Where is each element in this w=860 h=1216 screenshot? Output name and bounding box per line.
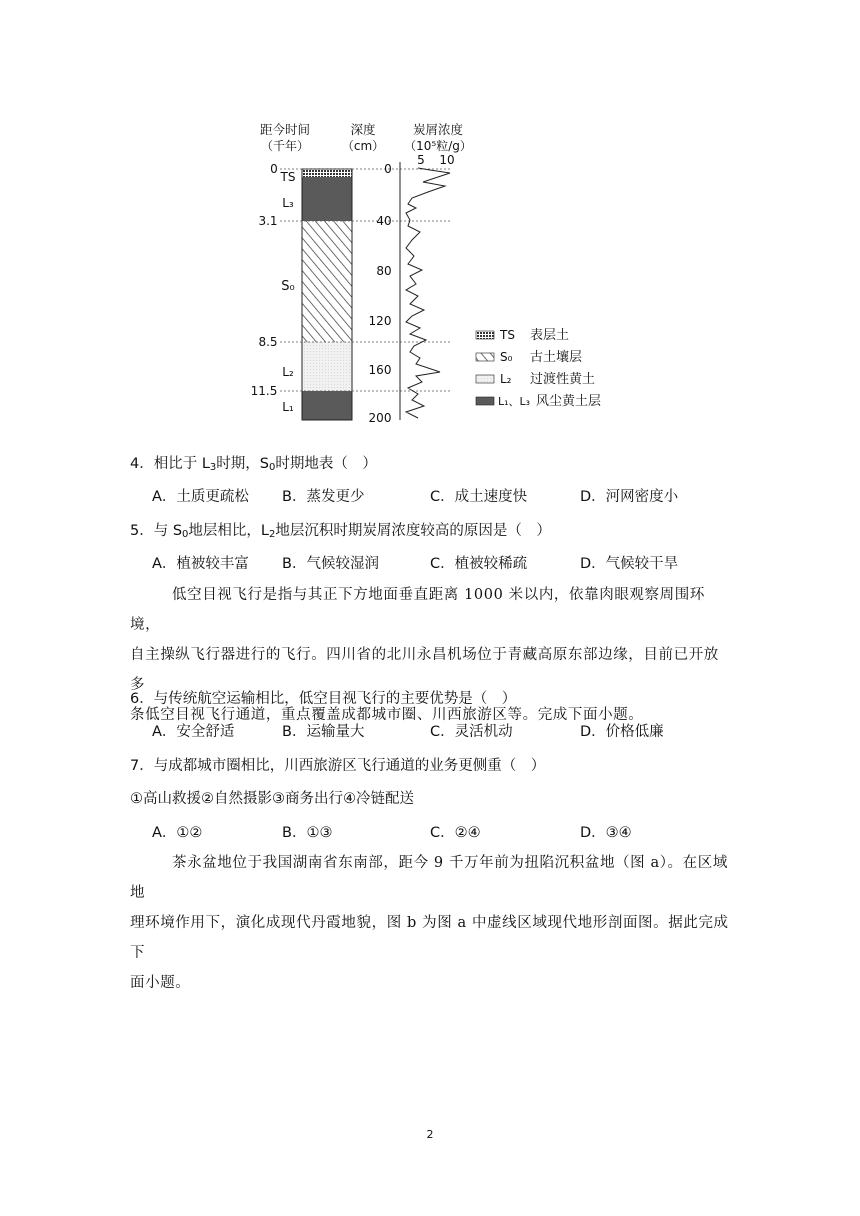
legend-label-s0: 古土壤层 [530,350,583,365]
q5-option-b[interactable]: B．气候较湿润 [282,556,379,572]
q6-option-c[interactable]: C．灵活机动 [430,724,513,740]
question-7-stem: 7．与成都城市圈相比，川西旅游区飞行通道的业务更侧重（ ） [130,758,546,774]
layer-l2 [302,342,352,391]
q5-option-d[interactable]: D．气候较干旱 [580,556,679,572]
layer-label-l2: L₂ [282,365,294,379]
concentration-column-title: 炭屑浓度 [412,122,464,137]
layer-label-l3: L₃ [282,196,294,210]
legend-label-l2: 过渡性黄土 [530,372,596,387]
depth-column-title: 深度 [350,122,376,137]
depth-tick-40: 40 [376,214,392,228]
q7-option-d[interactable]: D．③④ [580,825,632,841]
legend [476,327,601,409]
q6-option-b[interactable]: B．运输量大 [282,724,365,740]
q4-option-c[interactable]: C．成土速度快 [430,489,528,505]
legend-label-l1-l3: 风尘黄土层 [536,394,602,409]
time-tick-11-5: 11.5 [250,384,278,398]
layer-ts [302,169,352,177]
time-column-unit: （千年） [260,139,310,153]
legend-label-ts: 表层土 [530,328,570,343]
time-tick-0: 0 [270,162,278,176]
stratigraphy-figure [240,110,620,430]
depth-tick-200: 200 [368,411,392,425]
q5-option-c[interactable]: C．植被较稀疏 [430,556,528,572]
passage2-line-1: 茶永盆地位于我国湖南省东南部，距今 9 千万年前为扭陷沉积盆地（图 a）。在区域地 [130,855,728,901]
legend-symbol-ts: TS [500,328,515,342]
q7-option-a[interactable]: A．①② [152,825,203,841]
q4-option-b[interactable]: B．蒸发更少 [282,489,365,505]
legend-symbol-s0: S₀ [500,350,513,364]
page-number: 2 [426,1128,434,1141]
passage2-line-3: 面小题。 [130,975,191,991]
concentration-column-unit: （10⁵粒/g） [404,139,472,153]
q4-option-a[interactable]: A．土质更疏松 [152,489,249,505]
question-7-items: ①高山救援②自然摄影③商务出行④冷链配送 [130,791,414,807]
passage1-line-3: 条低空目视飞行通道，重点覆盖成都城市圈、川西旅游区等。完成下面小题。 [130,707,644,723]
question-6-stem: 6．与传统航空运输相比，低空目视飞行的主要优势是（ ） [130,691,517,707]
layer-label-l1: L₁ [282,400,294,414]
q6-option-d[interactable]: D．价格低廉 [580,724,664,740]
depth-tick-80: 80 [376,264,392,278]
conc-tick-10: 10 [439,153,455,167]
passage1-line-1: 低空目视飞行是指与其正下方地面垂直距离 1000 米以内，依靠肉眼观察周围环境， [130,587,705,633]
layer-l3 [302,177,352,221]
legend-symbol-l2: L₂ [500,372,512,386]
q4-option-d[interactable]: D．河网密度小 [580,489,679,505]
depth-tick-0: 0 [384,162,392,176]
depth-tick-160: 160 [368,363,392,377]
passage2-line-2: 理环境作用下，演化成现代丹霞地貌，图 b 为图 a 中虚线区域现代地形剖面图。据此完成下 [130,915,729,961]
layer-l1 [302,391,352,420]
passage1-line-2: 自主操纵飞行器进行的飞行。四川省的北川永昌机场位于青藏高原东部边缘，目前已开放多 [130,647,719,693]
layer-s0 [302,221,352,342]
layer-label-ts: TS [280,170,296,184]
charcoal-concentration-curve [406,168,450,418]
depth-tick-120: 120 [368,314,392,328]
question-4-stem: 4．相比于 $L_3$时期，$S_0$时期地表（ ） [130,456,377,473]
q5-option-a[interactable]: A．植被较丰富 [152,556,249,572]
q7-option-b[interactable]: B．①③ [282,825,333,841]
passage-chayong-basin [130,848,730,998]
time-column-title: 距今时间 [259,122,311,137]
layer-label-s0: S₀ [281,279,295,294]
q7-option-c[interactable]: C．②④ [430,825,481,841]
legend-symbol-l1-l3: L₁、L₃ [498,395,531,408]
q6-option-a[interactable]: A．安全舒适 [152,724,235,740]
depth-column-unit: （cm） [341,139,385,153]
question-5-stem: 5．与 $S_0$地层相比，$L_2$地层沉积时期炭屑浓度较高的原因是（ ） [130,523,551,540]
time-tick-3-1: 3.1 [258,214,278,228]
time-tick-8-5: 8.5 [258,335,278,349]
conc-tick-5: 5 [417,153,425,167]
